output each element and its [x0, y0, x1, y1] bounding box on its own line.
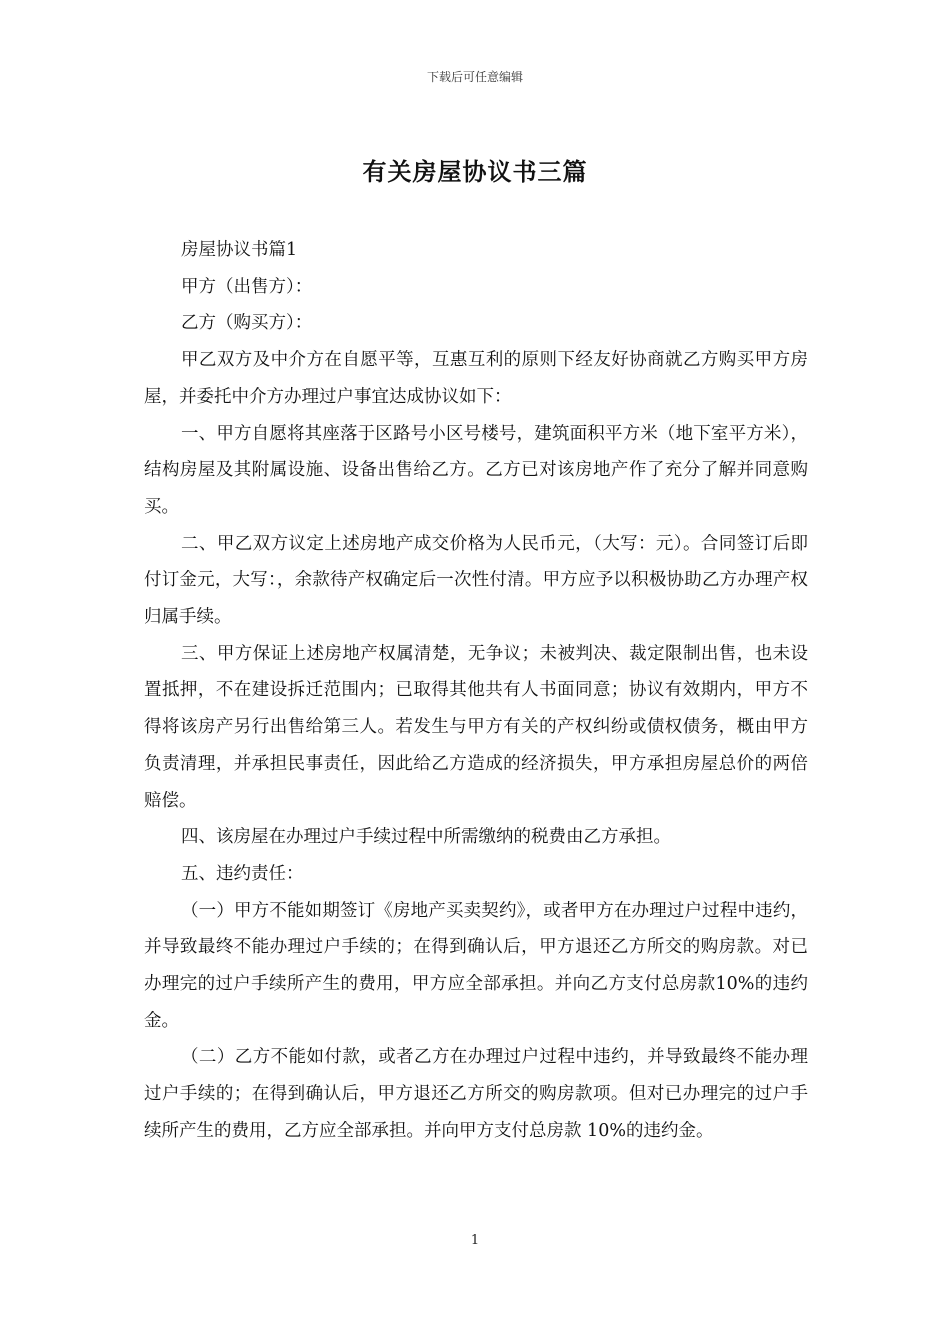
clause-5-1-paragraph: （一）甲方不能如期签订《房地产买卖契约》，或者甲方在办理过户过程中违约，并导致最终不能办理过户手续的；在得到确认后，甲方退还乙方所交的购房款。对已办理完的过户手续所产生的费用，甲方应全部承担。并向乙方支付总房款10%的违约金。: [144, 900, 808, 1031]
page-number: 1: [470, 1233, 480, 1248]
clause-3-paragraph: 三、甲方保证上述房地产权属清楚，无争议；未被判决、裁定限制出售，也未设置抵押，不在建设拆迁范围内；已取得其他共有人书面同意；协议有效期内，甲方不得将该房产另行出售给第三人。若发生与甲方有关的产权纠纷或债权债务，概由甲方负责清理，并承担民事责任，因此给乙方造成的经济损失，甲方承担房屋总价的两倍赔偿。: [144, 643, 808, 811]
preamble-paragraph: 甲乙双方及中介方在自愿平等，互惠互利的原则下经友好协商就乙方购买甲方房屋，并委托中介方办理过户事宜达成协议如下：: [144, 350, 808, 407]
party-a-line: 甲方（出售方）：: [181, 276, 313, 297]
clause-5-heading: 五、违约责任：: [181, 863, 304, 884]
document-body: [144, 232, 808, 1150]
clause-4-paragraph: 四、该房屋在办理过户手续过程中所需缴纳的税费由乙方承担。: [181, 827, 671, 848]
clause-2-paragraph: 二、甲乙双方议定上述房地产成交价格为人民币元，（大写：元）。合同签订后即付订金元，大写：，余款待产权确定后一次性付清。甲方应予以积极协助乙方办理产权归属手续。: [144, 533, 808, 628]
document-title: 有关房屋协议书三篇: [362, 158, 588, 186]
clause-5-2-paragraph: （二）乙方不能如付款，或者乙方在办理过户过程中违约，并导致最终不能办理过户手续的；在得到确认后，甲方退还乙方所交的购房款项。但对已办理完的过户手续所产生的费用，乙方应全部承担。并向甲方支付总房款 10%的违约金。: [144, 1047, 808, 1141]
party-b-line: 乙方（购买方）：: [181, 313, 313, 334]
header-note: 下载后可任意编辑: [426, 70, 523, 84]
clause-1-paragraph: 一、甲方自愿将其座落于区路号小区号楼号，建筑面积平方米（地下室平方米），结构房屋及其附属设施、设备出售给乙方。乙方已对该房地产作了充分了解并同意购买。: [144, 423, 808, 517]
section-heading: 房屋协议书篇1: [181, 240, 298, 260]
